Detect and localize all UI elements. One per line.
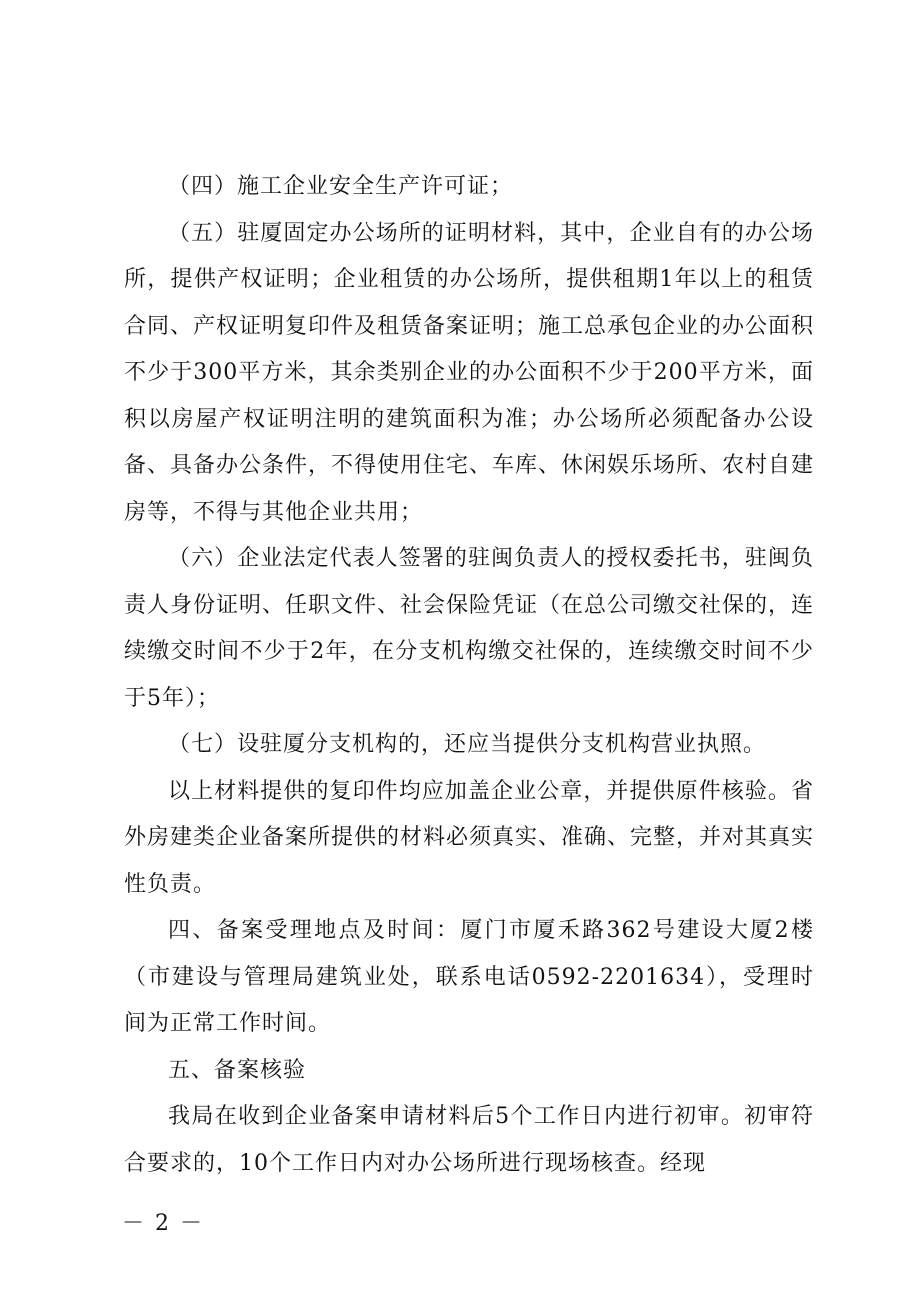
paragraph-section-5-verification: 我局在收到企业备案申请材料后5个工作日内进行初审。初审符合要求的，10个工作日内对办公场所进行现场核查。经现 xyxy=(124,1104,814,1176)
paragraph-item-6-authorization: （六）企业法定代表人签署的驻闽负责人的授权委托书，驻闽负责人身份证明、任职文件、社会保险凭证（在总公司缴交社保的，连续缴交时间不少于2年，在分支机构缴交社保的，连续缴交时间不少于5年）； xyxy=(124,546,815,711)
body-text xyxy=(124,164,814,1187)
paragraph-item-7-branch-license: （七）设驻厦分支机构的，还应当提供分支机构营业执照。 xyxy=(168,732,767,757)
paragraph-materials-note: 以上材料提供的复印件均应加盖企业公章，并提供原件核验。省外房建类企业备案所提供的材料必须真实、准确、完整，并对其真实性负责。 xyxy=(124,778,815,897)
page-number: － 2 － xyxy=(122,1211,204,1236)
paragraph-section-4-location: 四、备案受理地点及时间：厦门市厦禾路362号建设大厦2楼（市建设与管理局建筑业处，联系电话0592-2201634），受理时间为正常工作时间。 xyxy=(124,918,814,1036)
section-heading-5: 五、备案核验 xyxy=(168,1057,307,1083)
paragraph-item-4: （四）施工企业安全生产许可证； xyxy=(168,174,514,199)
paragraph-item-5-office-premises: （五）驻厦固定办公场所的证明材料，其中，企业自有的办公场所，提供产权证明；企业租赁的办公场所，提供租期1年以上的租赁合同、产权证明复印件及租赁备案证明；施工总承包企业的办公面积不少于300平方米，其余类别企业的办公面积不少于200平方米，面积以房屋产权证明注明的建筑面积为准；办公场所必须配备办公设备、具备办公条件，不得使用住宅、车库、休闲娱乐场所、农村自建房等，不得与其他企业共用； xyxy=(124,220,815,525)
